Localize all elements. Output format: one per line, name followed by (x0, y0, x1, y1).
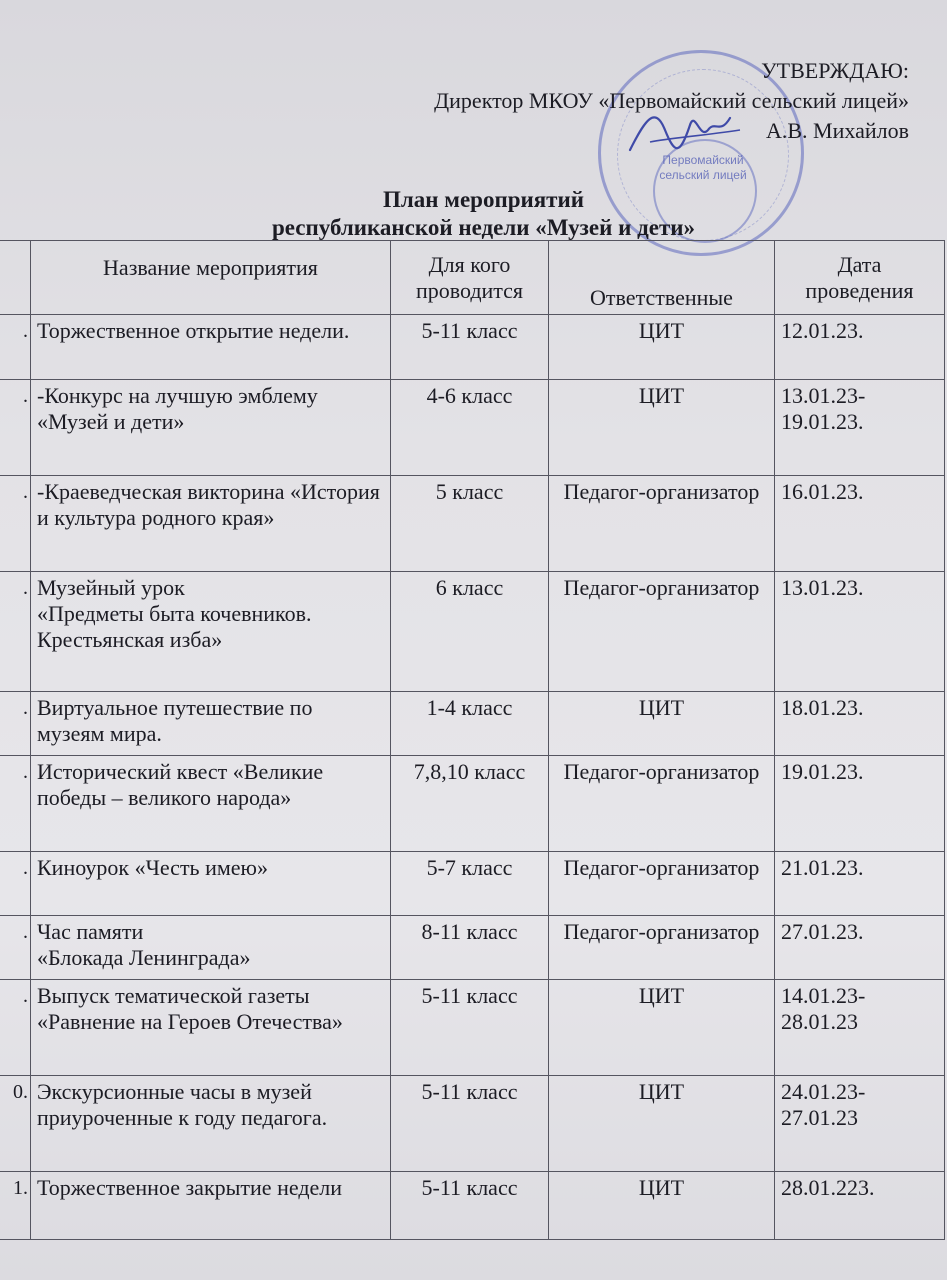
event-responsible: ЦИТ (549, 380, 775, 476)
event-date: 14.01.23- 28.01.23 (775, 980, 945, 1076)
page-title (0, 186, 947, 242)
row-number: . (0, 476, 31, 572)
event-audience: 5-11 класс (391, 1172, 549, 1240)
director-line: Директор МКОУ «Первомайский сельский лицей» (434, 88, 909, 113)
row-number: . (0, 315, 31, 380)
table-row (0, 1172, 945, 1240)
table-row (0, 1076, 945, 1172)
event-responsible: ЦИТ (549, 692, 775, 756)
table-row (0, 980, 945, 1076)
event-audience: 5-11 класс (391, 315, 549, 380)
event-audience: 5-11 класс (391, 1076, 549, 1172)
event-date: 13.01.23. (775, 572, 945, 692)
header-num (0, 241, 31, 315)
event-name: Экскурсионные часы в музей приуроченные к году педагога. (31, 1076, 391, 1172)
event-responsible: Педагог-организатор (549, 852, 775, 916)
event-responsible: Педагог-организатор (549, 572, 775, 692)
table-row (0, 852, 945, 916)
event-responsible: Педагог-организатор (549, 756, 775, 852)
event-responsible: Педагог-организатор (549, 476, 775, 572)
approval-block (434, 56, 909, 146)
event-date: 19.01.23. (775, 756, 945, 852)
row-number: . (0, 916, 31, 980)
event-name: Торжественное закрытие недели (31, 1172, 391, 1240)
header-who: Для кого проводится (391, 241, 549, 315)
event-date: 18.01.23. (775, 692, 945, 756)
event-audience: 7,8,10 класс (391, 756, 549, 852)
table-row (0, 756, 945, 852)
event-audience: 6 класс (391, 572, 549, 692)
event-name: Музейный урок «Предметы быта кочевников. Крестьянская изба» (31, 572, 391, 692)
event-audience: 5-11 класс (391, 980, 549, 1076)
event-responsible: ЦИТ (549, 315, 775, 380)
table-row (0, 692, 945, 756)
approve-word: УТВЕРЖДАЮ: (761, 58, 909, 83)
row-number: . (0, 380, 31, 476)
header-name: Название мероприятия (31, 241, 391, 315)
event-audience: 5 класс (391, 476, 549, 572)
title-line-2: республиканской недели «Музей и дети» (272, 215, 695, 240)
event-date: 13.01.23- 19.01.23. (775, 380, 945, 476)
events-table (0, 240, 945, 1240)
event-name: Исторический квест «Великие победы – великого народа» (31, 756, 391, 852)
table-row (0, 380, 945, 476)
event-audience: 4-6 класс (391, 380, 549, 476)
event-date: 28.01.223. (775, 1172, 945, 1240)
event-responsible: Педагог-организатор (549, 916, 775, 980)
event-date: 27.01.23. (775, 916, 945, 980)
row-number: 0. (0, 1076, 31, 1172)
header-resp: Ответственные (549, 241, 775, 315)
row-number: . (0, 852, 31, 916)
row-number: . (0, 980, 31, 1076)
table-header-row (0, 241, 945, 315)
row-number: . (0, 692, 31, 756)
event-date: 12.01.23. (775, 315, 945, 380)
event-responsible: ЦИТ (549, 1076, 775, 1172)
event-name: Киноурок «Честь имею» (31, 852, 391, 916)
director-name: А.В. Михайлов (765, 118, 909, 143)
event-name: Час памяти «Блокада Ленинграда» (31, 916, 391, 980)
row-number: 1. (0, 1172, 31, 1240)
table-row (0, 476, 945, 572)
event-name: Торжественное открытие недели. (31, 315, 391, 380)
title-line-1: План мероприятий (382, 187, 584, 212)
event-name: -Конкурс на лучшую эмблему «Музей и дети» (31, 380, 391, 476)
event-name: -Краеведческая викторина «История и культура родного края» (31, 476, 391, 572)
event-responsible: ЦИТ (549, 1172, 775, 1240)
table-row (0, 916, 945, 980)
event-audience: 8-11 класс (391, 916, 549, 980)
row-number: . (0, 572, 31, 692)
event-responsible: ЦИТ (549, 980, 775, 1076)
header-date: Дата проведения (775, 241, 945, 315)
event-date: 21.01.23. (775, 852, 945, 916)
table-row (0, 315, 945, 380)
event-audience: 1-4 класс (391, 692, 549, 756)
event-name: Выпуск тематической газеты «Равнение на Героев Отечества» (31, 980, 391, 1076)
table-row (0, 572, 945, 692)
event-date: 16.01.23. (775, 476, 945, 572)
row-number: . (0, 756, 31, 852)
event-name: Виртуальное путешествие по музеям мира. (31, 692, 391, 756)
stamp-center-text: Первомайский сельский лицей (659, 153, 747, 182)
event-audience: 5-7 класс (391, 852, 549, 916)
event-date: 24.01.23- 27.01.23 (775, 1076, 945, 1172)
